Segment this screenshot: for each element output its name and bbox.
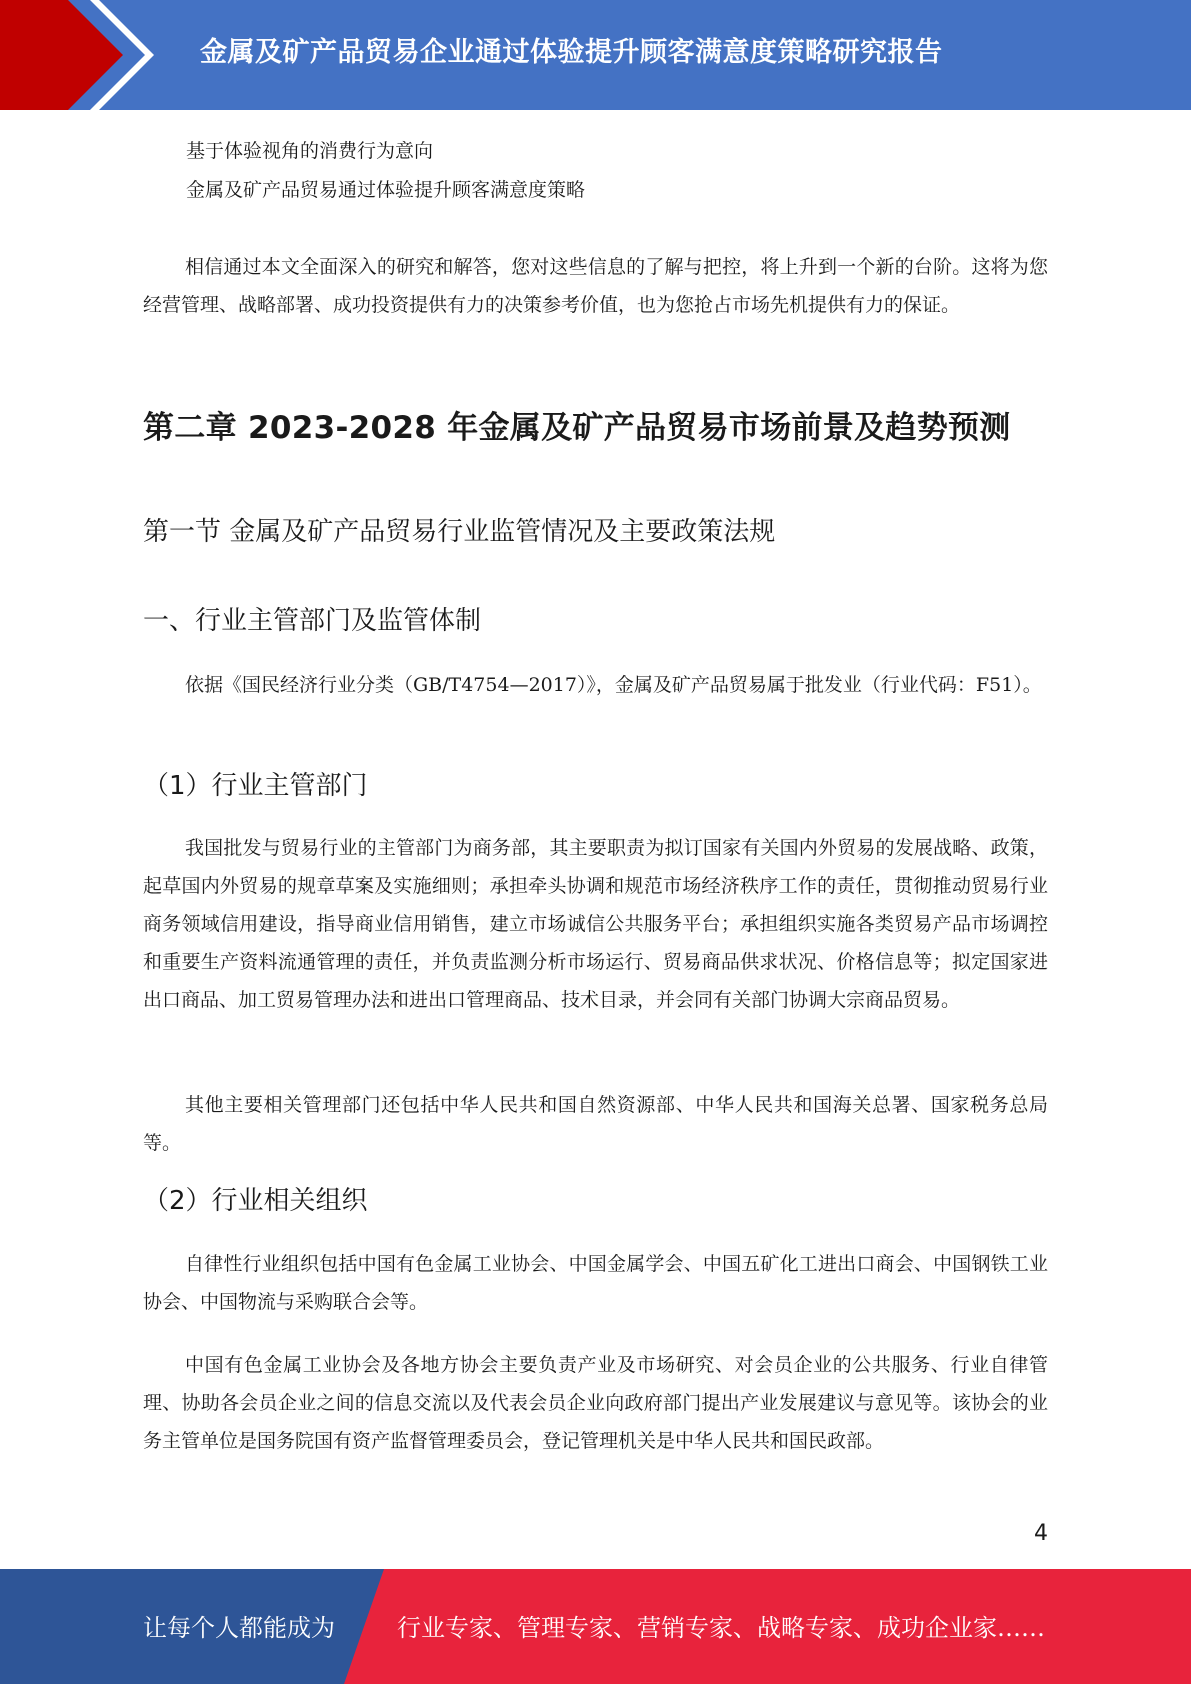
page-header [0,0,1191,110]
section-title: 第一节 金属及矿产品贸易行业监管情况及主要政策法规 [143,517,776,547]
toc-line-1: 基于体验视角的消费行为意向 [186,140,434,162]
subsection-title: 一、行业主管部门及监管体制 [143,606,482,636]
toc-line-2: 金属及矿产品贸易通过体验提升顾客满意度策略 [186,179,586,201]
classification-paragraph: 依据《国民经济行业分类（GB/T4754—2017）》，金属及矿产品贸易属于批发业（行业代码：F51）。 [185,674,1042,696]
page-number: 4 [1034,1521,1048,1546]
footer-slogan-left: 让每个人都能成为 [143,1614,335,1642]
header-red-arrow [0,0,123,110]
footer-slogan-right: 行业专家、管理专家、营销专家、战略专家、成功企业家…… [397,1614,1045,1642]
item1-paragraph-2: 其他主要相关管理部门还包括中华人民共和国自然资源部、中华人民共和国海关总署、国家税务总局等。 [143,1094,1048,1154]
item1-title: （1）行业主管部门 [143,771,368,801]
item2-paragraph-1: 自律性行业组织包括中国有色金属工业协会、中国金属学会、中国五矿化工进出口商会、中国钢铁工业协会、中国物流与采购联合会等。 [143,1253,1048,1313]
item2-title: （2）行业相关组织 [143,1186,368,1216]
page-footer [0,1569,1191,1684]
chapter-title: 第二章 2023-2028 年金属及矿产品贸易市场前景及趋势预测 [143,410,1011,446]
intro-paragraph: 相信通过本文全面深入的研究和解答，您对这些信息的了解与把控，将上升到一个新的台阶。这将为您经营管理、战略部署、成功投资提供有力的决策参考价值，也为您抢占市场先机提供有力的保证。 [143,256,1048,316]
report-title: 金属及矿产品贸易企业通过体验提升顾客满意度策略研究报告 [200,37,943,68]
item1-paragraph-1: 我国批发与贸易行业的主管部门为商务部，其主要职责为拟订国家有关国内外贸易的发展战略、政策，起草国内外贸易的规章草案及实施细则；承担牵头协调和规范市场经济秩序工作的责任，贯彻推动贸易行业商务领域信用建设，指导商业信用销售，建立市场诚信公共服务平台；承担组织实施各类贸易产品市场调控和重要生产资料流通管理的责任，并负责监测分析市场运行、贸易商品供求状况、价格信息等；拟定国家进出口商品、加工贸易管理办法和进出口管理商品、技术目录，并会同有关部门协调大宗商品贸易。 [143,837,1048,1011]
item2-paragraph-2: 中国有色金属工业协会及各地方协会主要负责产业及市场研究、对会员企业的公共服务、行业自律管理、协助各会员企业之间的信息交流以及代表会员企业向政府部门提出产业发展建议与意见等。该协会的业务主管单位是国务院国有资产监督管理委员会，登记管理机关是中华人民共和国民政部。 [143,1354,1048,1452]
